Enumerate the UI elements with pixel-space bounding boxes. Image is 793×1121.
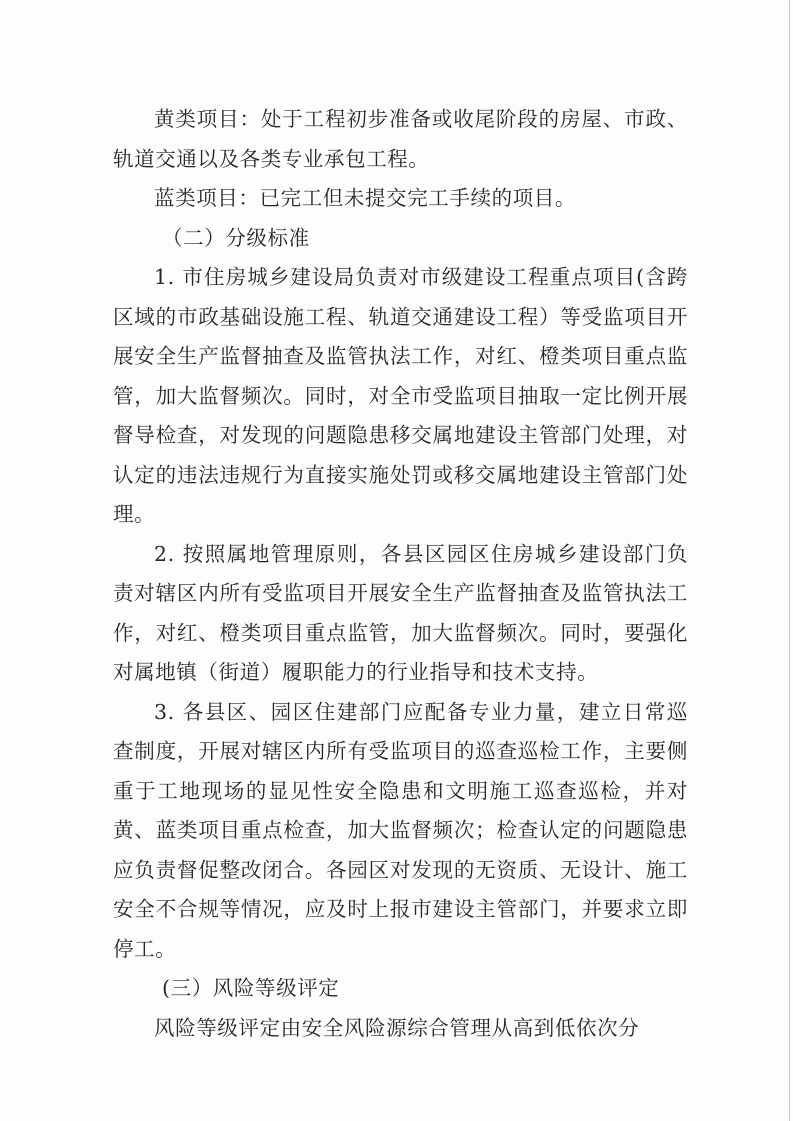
paragraph-risk-level: 风险等级评定由安全风险源综合管理从高到低依次分 [154, 1015, 640, 1040]
paragraph-item-2: 2. 按照属地管理原则，各县区园区住房城乡建设部门负责对辖区内所有受监项目开展安全生产监督抽查及监管执法工作，对红、橙类项目重点监管，加大监督频次。同时，要强化对属地镇（街道）履职能力的行业指导和技术支持。 [113, 541, 688, 684]
paragraph-yellow-projects: 黄类项目：处于工程初步准备或收尾阶段的房屋、市政、轨道交通以及各类专业承包工程。 [113, 107, 688, 171]
section-heading-grading-standard: （二）分级标准 [162, 225, 310, 250]
paragraph-blue-projects: 蓝类项目：已完工但未提交完工手续的项目。 [154, 186, 576, 210]
paragraph-item-1: 1. 市住房城乡建设局负责对市级建设工程重点项目(含跨区域的市政基础设施工程、轨道交通建设工程）等受监项目开展安全生产监督抽查及监管执法工作，对红、橙类项目重点监管，加大监督频次。同时，对全市受监项目抽取一定比例开展督导检查，对发现的问题隐患移交属地建设主管部门处理，对认定的违法违规行为直接实施处罚或移交属地建设主管部门处理。 [113, 265, 688, 526]
document-body [113, 100, 688, 1048]
paragraph-item-3: 3. 各县区、园区住建部门应配备专业力量，建立日常巡查制度，开展对辖区内所有受监项目的巡查巡检工作，主要侧重于工地现场的显见性安全隐患和文明施工巡查巡检，并对黄、蓝类项目重点检查，加大监督频次；检查认定的问题隐患应负责督促整改闭合。各园区对发现的无资质、无设计、施工安全不合规等情况，应及时上报市建设主管部门，并要求立即停工。 [113, 699, 688, 961]
scan-edge-line [789, 0, 790, 1121]
section-heading-risk-level: (三）风险等级评定 [162, 976, 340, 1000]
